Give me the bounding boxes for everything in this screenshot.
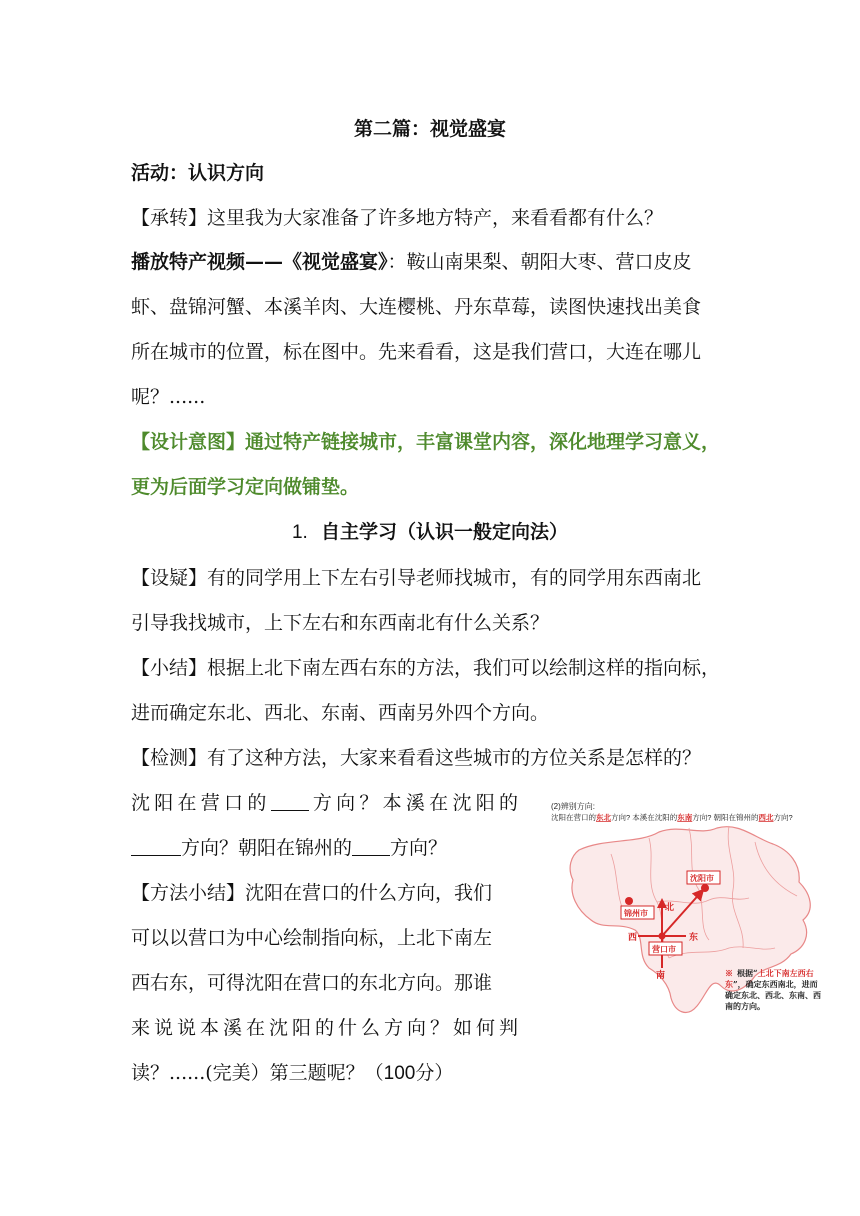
map-note-star: ※: [725, 968, 733, 978]
map-caption-2b: 方向? 本溪在沈阳的: [611, 813, 678, 822]
method-line5: [131, 1061, 453, 1086]
map-note-line3: 确定东北、西北、东南、西: [725, 990, 821, 1000]
map-note-2a: 东: [725, 979, 733, 989]
map-note-line1: [725, 968, 814, 978]
test-line1: [131, 746, 701, 770]
method-text-5a: 读？......(完美）第三题呢？（: [131, 1062, 384, 1084]
summary-text-1: 根据上北下南左西右东的方法，我们可以绘制这样的指向标，: [207, 657, 721, 679]
test-q2-b: 方向？: [390, 837, 448, 859]
section-heading: [0, 520, 860, 545]
test-q1-b: 方向？本溪在沈阳的: [308, 792, 518, 814]
transition-paragraph: [131, 206, 663, 230]
video-paragraph-line2: 虾、盘锦河蟹、本溪羊肉、大连樱桃、丹东草莓，读图快速找出美食: [131, 296, 702, 318]
direction-south-label: 南: [656, 971, 666, 981]
direction-west-label: 西: [628, 933, 638, 943]
map-caption-1: (2)辨别方向:: [551, 802, 595, 811]
summary-tag: 【小结】: [131, 657, 208, 679]
answer-blank-2[interactable]: [131, 837, 181, 856]
map-caption-2d: 方向?: [773, 813, 793, 822]
method-line4: 来说说本溪在沈阳的什么方向？如何判: [131, 1017, 518, 1039]
test-q1-a: 沈阳在营口的: [131, 792, 271, 814]
transition-text: 这里我为大家准备了许多地方特产，来看看都有什么？: [207, 207, 664, 229]
summary-line2: 进而确定东北、西北、东南、西南另外四个方向。: [131, 702, 550, 724]
answer-blank-1[interactable]: [271, 792, 309, 811]
test-text-1: 有了这种方法，大家来看看这些城市的方位关系是怎样的？: [207, 747, 702, 769]
map-answer-1: 东北: [596, 813, 611, 822]
question-line1: [131, 566, 701, 590]
design-intent-line2: 更为后面学习定向做铺垫。: [131, 476, 360, 498]
question-text-1: 有的同学用上下左右引导老师找城市，有的同学用东西南北: [207, 567, 702, 589]
city-shenyang: 沈阳市: [690, 873, 714, 883]
activity-heading: 活动：认识方向: [131, 162, 265, 184]
summary-line1: [131, 656, 720, 680]
direction-north-label: 北: [665, 903, 675, 913]
map-note-line4: 南的方向。: [725, 1001, 765, 1011]
method-line3: 西右东，可得沈阳在营口的东北方向。那谁: [131, 972, 493, 994]
page-title: 第二篇：视觉盛宴: [353, 118, 506, 140]
test-question-line1: [131, 791, 518, 815]
test-question-line2: [131, 836, 447, 860]
method-line1: [131, 881, 492, 905]
map-note-2b: ”，确定东西南北，进而: [733, 979, 818, 989]
answer-blank-3[interactable]: [352, 837, 390, 856]
shenyang-marker-icon: [701, 884, 709, 892]
video-paragraph-line1: [131, 250, 727, 274]
map-note-1a: 根据“: [737, 968, 758, 978]
question-tag: 【设疑】: [131, 567, 208, 589]
test-q2-a: 方向？朝阳在锦州的: [181, 837, 353, 859]
video-label: 播放特产视频——《视觉盛宴》: [131, 251, 388, 273]
map-note-1b: 上北下南左西右: [757, 968, 814, 978]
city-jinzhou: 锦州市: [624, 908, 648, 918]
transition-tag: 【承转】: [131, 207, 208, 229]
map-note-line2: [725, 979, 818, 990]
video-paragraph-line3: 所在城市的位置，标在图中。先来看看，这是我们营口，大连在哪儿: [131, 341, 702, 363]
map-caption-2c: 方向? 朝阳在锦州的: [692, 813, 759, 822]
yingkou-marker-icon: [659, 933, 666, 940]
method-text-1: 沈阳在营口的什么方向，我们: [245, 882, 493, 904]
map-svg: [549, 798, 829, 1026]
method-tag: 【方法小结】: [131, 882, 246, 904]
question-line2: 引导我找城市，上下左右和东西南北有什么关系？: [131, 612, 550, 634]
map-caption-2: [551, 812, 793, 822]
method-text-5b: 分）: [415, 1062, 454, 1084]
section-title: 自主学习（认识一般定向法）: [321, 521, 569, 543]
section-number: 1.: [291, 522, 308, 543]
map-caption-2a: 沈阳在营口的: [551, 813, 596, 822]
jinzhou-marker-icon: [625, 897, 633, 905]
video-text-1: ：鞍山南果梨、朝阳大枣、营口皮皮: [387, 251, 692, 273]
video-paragraph-line4: 呢？......: [131, 386, 206, 408]
city-yingkou: 营口市: [652, 944, 676, 954]
test-tag: 【检测】: [131, 747, 208, 769]
method-score: 100: [383, 1063, 416, 1084]
liaoning-direction-map: [549, 798, 829, 1026]
design-intent-line1: 【设计意图】通过特产链接城市，丰富课堂内容，深化地理学习意义，: [131, 431, 721, 453]
map-answer-3: 西北: [758, 813, 774, 822]
direction-east-label: 东: [689, 933, 699, 943]
map-answer-2: 东南: [677, 813, 693, 822]
method-line2: 可以以营口为中心绘制指向标，上北下南左: [131, 927, 493, 949]
